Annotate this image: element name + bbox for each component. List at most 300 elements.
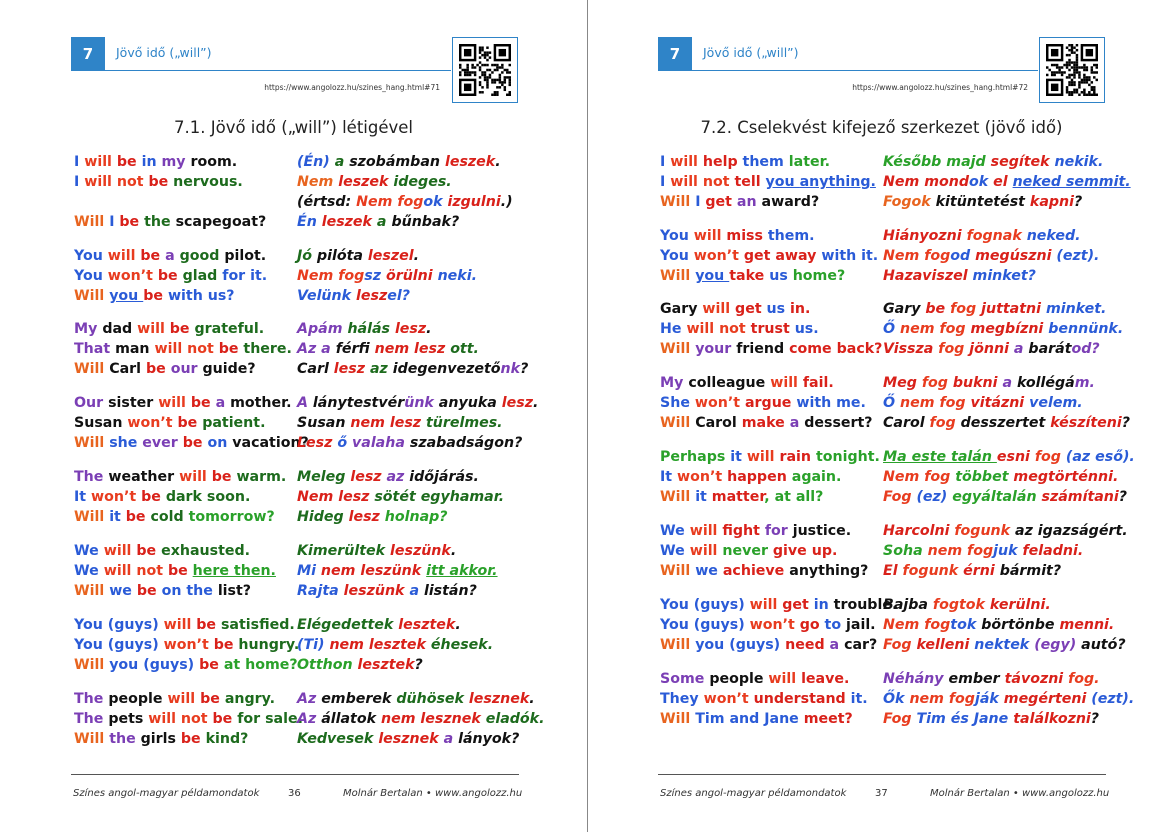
hungarian-word: leszünk [360, 563, 427, 579]
hungarian-word: lesz [348, 509, 385, 525]
english-word: leave. [801, 671, 850, 687]
hungarian-word: mond [924, 174, 970, 190]
english-word: be [143, 288, 168, 304]
hungarian-word: . [529, 691, 535, 707]
english-word: help [702, 154, 743, 170]
sentence-row [74, 339, 554, 359]
hungarian-word: semmit. [1065, 174, 1131, 190]
hungarian-word: Néhány [883, 671, 949, 687]
english-word: you (guys) [109, 657, 200, 673]
hungarian-translation [883, 152, 1103, 172]
page-url[interactable]: https://www.angolozz.hu/szines_hang.html#71 [264, 83, 440, 92]
english-word: be [169, 321, 195, 337]
hungarian-word: kitüntetést [935, 194, 1030, 210]
hungarian-word: leszek [338, 174, 394, 190]
sentence-group [74, 689, 554, 749]
english-word: Will [74, 361, 110, 377]
english-word: on [207, 435, 233, 451]
chapter-number-badge: 7 [658, 37, 692, 70]
english-word: for [764, 523, 793, 539]
sentence-row [660, 299, 1140, 319]
hungarian-word: leszel [367, 248, 414, 264]
hungarian-word: nekik. [1054, 154, 1104, 170]
sentence-row [660, 413, 1140, 433]
hungarian-word: listán? [423, 583, 477, 599]
hungarian-word: nektek [974, 637, 1035, 653]
english-word: make [741, 415, 790, 431]
hungarian-translation [297, 689, 535, 709]
hungarian-word: a [329, 154, 350, 170]
qr-code-icon[interactable] [1039, 37, 1105, 103]
sentence-row [74, 359, 554, 379]
hungarian-word: Fog [883, 489, 917, 505]
english-sentence [74, 709, 303, 729]
english-word: tomorrow? [188, 509, 275, 525]
english-word: Will [660, 563, 696, 579]
english-word: , at all? [764, 489, 824, 505]
english-sentence [660, 669, 849, 689]
english-word: be [119, 214, 145, 230]
hungarian-word: (ez) [916, 489, 953, 505]
hungarian-word: (értsd: [297, 194, 357, 210]
english-word: my [161, 154, 186, 170]
sentence-row [74, 467, 554, 487]
hungarian-translation [883, 467, 1118, 487]
english-word: be [143, 174, 174, 190]
hungarian-translation [297, 152, 501, 172]
hungarian-word: od [950, 248, 976, 264]
english-word: get away [743, 248, 822, 264]
hungarian-translation [883, 635, 1126, 655]
english-word: He [660, 321, 687, 337]
sentence-row [74, 393, 554, 413]
english-word: list? [217, 583, 251, 599]
sentence-group [660, 669, 1140, 729]
english-word: Carol [695, 415, 742, 431]
sentence-row [660, 152, 1140, 172]
hungarian-word: sz [364, 268, 386, 284]
hungarian-word: minket. [1045, 301, 1107, 317]
english-sentence [660, 246, 878, 266]
page-number: 37 [875, 788, 888, 799]
hungarian-word: feladni. [1022, 543, 1084, 559]
hungarian-translation [883, 266, 1036, 286]
sentence-group [74, 393, 554, 453]
hungarian-word: (ezt). [1056, 248, 1100, 264]
english-sentence [74, 359, 256, 379]
english-word: again. [791, 469, 842, 485]
english-word: Gary [660, 301, 703, 317]
hungarian-translation [883, 595, 1051, 615]
hungarian-translation [883, 615, 1114, 635]
english-word: dark [165, 489, 207, 505]
hungarian-word: . [413, 248, 419, 264]
sentence-row [74, 709, 554, 729]
sentence-row [74, 689, 554, 709]
hungarian-word: fognak [966, 228, 1027, 244]
hungarian-word: időjárás. [409, 469, 479, 485]
qr-code-icon[interactable] [452, 37, 518, 103]
english-word: matter [711, 489, 765, 505]
english-word: will [670, 154, 703, 170]
hungarian-word: kelleni [916, 637, 975, 653]
english-word: vacation? [232, 435, 309, 451]
sentence-row [660, 447, 1140, 467]
hungarian-word: lesznek [378, 731, 444, 747]
hungarian-word: Lesz [297, 435, 338, 451]
english-word: Will [74, 657, 110, 673]
english-word: will [179, 469, 212, 485]
english-word: You [660, 248, 694, 264]
sentence-group [660, 595, 1140, 655]
hungarian-word: az [369, 361, 393, 377]
hungarian-word: Apám [297, 321, 348, 337]
sentence-row [660, 226, 1140, 246]
english-word: will [103, 543, 137, 559]
hungarian-word: jönni [969, 341, 1014, 357]
hungarian-word: éhesek. [430, 637, 494, 653]
hungarian-word: leszünk [390, 543, 451, 559]
hungarian-word: többet [955, 469, 1014, 485]
sentence-row [660, 339, 1140, 359]
hungarian-word: neked. [1026, 228, 1081, 244]
english-word: at home? [223, 657, 298, 673]
english-word: miss [726, 228, 768, 244]
english-word: will [770, 375, 803, 391]
hungarian-word: autó? [1081, 637, 1126, 653]
english-word: won’t [107, 268, 158, 284]
hungarian-translation [297, 507, 448, 527]
hungarian-word: fog [921, 375, 953, 391]
english-word: will [167, 691, 201, 707]
english-word: scapegoat? [175, 214, 267, 230]
english-word: be [213, 637, 239, 653]
english-word: My [660, 375, 689, 391]
hungarian-word: Ők [883, 691, 910, 707]
english-word: kind? [205, 731, 249, 747]
hungarian-word: Jó [297, 248, 317, 264]
hungarian-word: fogunk [902, 563, 964, 579]
english-word: You (guys) [74, 617, 164, 633]
hungarian-word: Ő [883, 321, 901, 337]
english-word: won’t [163, 637, 214, 653]
hungarian-word: . [532, 395, 539, 411]
sentence-row [74, 212, 554, 232]
sentence-row [660, 541, 1140, 561]
sentence-group [660, 226, 1140, 286]
hungarian-word: a [1002, 375, 1017, 391]
english-word: be [200, 691, 225, 707]
english-word: Will [660, 341, 696, 357]
hungarian-word: kerülni. [989, 597, 1051, 613]
hungarian-translation [883, 487, 1127, 507]
sentence-group [660, 521, 1140, 581]
hungarian-word: fog [950, 301, 982, 317]
english-word: trouble. [833, 597, 898, 613]
hungarian-word: hálás [347, 321, 395, 337]
hungarian-word: a [376, 214, 392, 230]
hungarian-word: ott. [450, 341, 479, 357]
sentence-row [74, 152, 554, 172]
english-word: You (guys) [660, 617, 750, 633]
english-word: friend [736, 341, 790, 357]
hungarian-word: Mi [297, 563, 321, 579]
hungarian-word: Én [297, 214, 322, 230]
hungarian-word: Fog [883, 711, 917, 727]
hungarian-word: ok [423, 194, 448, 210]
english-word: Will [660, 711, 696, 727]
hungarian-word: . [455, 617, 461, 633]
hungarian-word: neked [1012, 174, 1066, 190]
sentence-row [660, 709, 1140, 729]
english-word: girls [140, 731, 181, 747]
english-sentence [660, 373, 834, 393]
hungarian-word: lánytestvér [312, 395, 405, 411]
english-word: won’t [677, 469, 728, 485]
english-word: colleague [688, 375, 771, 391]
hungarian-word: fog [1034, 449, 1066, 465]
english-word: I [74, 174, 80, 190]
english-word: we [109, 583, 137, 599]
hungarian-word: nk [500, 361, 521, 377]
english-sentence [660, 152, 830, 172]
english-sentence [74, 319, 264, 339]
hungarian-word: ? [514, 435, 523, 451]
hungarian-word: fog [929, 415, 961, 431]
english-sentence [660, 413, 873, 433]
hungarian-translation [883, 192, 1082, 212]
hungarian-word: türelmes. [425, 415, 503, 431]
hungarian-word: találkozni [1013, 711, 1091, 727]
english-word: dessert? [804, 415, 873, 431]
hungarian-word: eladók. [485, 711, 545, 727]
hungarian-word: Kedvesek [297, 731, 379, 747]
english-word: she [109, 435, 143, 451]
english-word: guide? [202, 361, 256, 377]
english-word: Will [74, 288, 110, 304]
sentence-row [74, 487, 554, 507]
english-word: us [769, 268, 793, 284]
hungarian-translation [297, 212, 459, 232]
hungarian-word: . [426, 321, 432, 337]
english-word: She [660, 395, 695, 411]
sentence-group [74, 615, 554, 675]
english-word: achieve [722, 563, 790, 579]
hungarian-word: Soha [883, 543, 928, 559]
sentence-row [74, 192, 554, 212]
hungarian-word: a [443, 731, 459, 747]
hungarian-word: megbízni [970, 321, 1049, 337]
hungarian-word: minket? [972, 268, 1036, 284]
english-word: It [660, 469, 678, 485]
english-word: with me. [796, 395, 866, 411]
english-sentence [74, 266, 267, 286]
english-word: rain [779, 449, 816, 465]
english-word: grateful. [194, 321, 265, 337]
english-word: anything? [789, 563, 869, 579]
english-word: be [218, 341, 244, 357]
english-word: Will [74, 731, 110, 747]
hungarian-word: Nem fog [356, 194, 424, 210]
english-sentence [74, 615, 295, 635]
section-title: 7.1. Jövő idő („will”) létigével [174, 118, 413, 137]
english-sentence [74, 246, 266, 266]
hungarian-translation [297, 413, 503, 433]
hungarian-word: emberek [321, 691, 397, 707]
hungarian-translation [883, 689, 1134, 709]
english-sentence [660, 192, 819, 212]
section-title: 7.2. Cselekvést kifejező szerkezet (jövő idő) [700, 118, 1063, 137]
english-word: you [109, 288, 144, 304]
hungarian-word: megérteni [1003, 691, 1092, 707]
english-word: a [165, 248, 180, 264]
hungarian-word: sötét [374, 489, 421, 505]
hungarian-word: Nem fog [883, 248, 951, 264]
hungarian-word: ő [337, 435, 352, 451]
hungarian-word: készíteni [1050, 415, 1122, 431]
hungarian-word: állatok [321, 711, 381, 727]
english-word: you [695, 268, 730, 284]
hungarian-word: leszek [321, 214, 377, 230]
chapter-title: Jövő idő („will”) [703, 45, 799, 60]
english-word: be [136, 583, 162, 599]
english-word: You (guys) [74, 637, 164, 653]
english-word: later. [788, 154, 830, 170]
hungarian-word: nem fog [927, 543, 994, 559]
english-sentence [74, 581, 251, 601]
english-word: we [695, 563, 723, 579]
english-word: get [735, 301, 767, 317]
english-word: pets [108, 711, 149, 727]
english-word: need [785, 637, 830, 653]
hungarian-word: el [993, 174, 1013, 190]
english-sentence [660, 561, 868, 581]
english-word: in [136, 154, 162, 170]
hungarian-translation [297, 339, 479, 359]
english-word: here then. [192, 563, 276, 579]
sentence-row [74, 246, 554, 266]
sentence-row [660, 319, 1140, 339]
sentence-row [74, 433, 554, 453]
english-word: them. [767, 228, 815, 244]
sentence-row [660, 561, 1140, 581]
hungarian-word: Fog [883, 637, 917, 653]
hungarian-word: Kimerültek [297, 543, 391, 559]
sentence-row [74, 729, 554, 749]
hungarian-word: kollégá [1016, 375, 1075, 391]
hungarian-word: nem fog [900, 321, 971, 337]
page-url[interactable]: https://www.angolozz.hu/szines_hang.html#72 [852, 83, 1028, 92]
sentence-row [660, 266, 1140, 286]
right-page [588, 0, 1175, 832]
english-word: angry. [224, 691, 275, 707]
hungarian-word: valaha [352, 435, 410, 451]
english-word: a [789, 415, 805, 431]
english-word: anything. [799, 174, 876, 190]
hungarian-translation [297, 246, 419, 266]
english-word: with it. [821, 248, 879, 264]
english-sentence [660, 595, 897, 615]
hungarian-word: egyáltalán [952, 489, 1042, 505]
english-sentence [660, 339, 882, 359]
english-word: will not [686, 321, 751, 337]
english-word: man [115, 341, 155, 357]
english-word: will [107, 248, 141, 264]
hungarian-word: . [450, 543, 457, 559]
hungarian-word: ? [1074, 194, 1083, 210]
hungarian-word: . [495, 154, 501, 170]
chapter-title: Jövő idő („will”) [116, 45, 212, 60]
english-word: fight [722, 523, 765, 539]
english-word: be [177, 415, 203, 431]
hungarian-word: távozni [1004, 671, 1069, 687]
hungarian-translation [297, 359, 528, 379]
english-word: room. [185, 154, 238, 170]
sentence-row [74, 413, 554, 433]
hungarian-word: anyuka [438, 395, 502, 411]
hungarian-word: ? [1090, 711, 1100, 727]
sentence-group [74, 541, 554, 601]
hungarian-translation [297, 635, 493, 655]
english-word: soon. [206, 489, 251, 505]
english-word: We [74, 543, 104, 559]
english-sentence [660, 615, 876, 635]
english-word: will [158, 395, 191, 411]
sentence-row [74, 319, 554, 339]
english-sentence [74, 433, 309, 453]
english-sentence [660, 541, 837, 561]
english-word: patient. [202, 415, 266, 431]
hungarian-word: nem lesz [374, 341, 451, 357]
english-word: people [108, 691, 168, 707]
hungarian-word: bennünk. [1048, 321, 1124, 337]
hungarian-word: Hideg [297, 509, 349, 525]
english-word: won’t [749, 617, 800, 633]
english-sentence [74, 635, 299, 655]
hungarian-word: velem. [1029, 395, 1083, 411]
english-sentence [660, 487, 823, 507]
hungarian-translation [297, 615, 461, 635]
hungarian-word: desszertet [960, 415, 1051, 431]
english-word: them [742, 154, 789, 170]
english-word: That [74, 341, 116, 357]
hungarian-translation [297, 266, 477, 286]
english-sentence [74, 541, 250, 561]
hungarian-word: od? [1071, 341, 1100, 357]
english-word: be [141, 489, 166, 505]
english-word: it [730, 449, 747, 465]
hungarian-word: lányok? [458, 731, 520, 747]
sentence-row [74, 635, 554, 655]
hungarian-word: El [883, 563, 903, 579]
english-word: warm. [236, 469, 287, 485]
english-word: your [695, 341, 737, 357]
english-word: won’t [703, 691, 754, 707]
sentence-row [660, 635, 1140, 655]
english-sentence [74, 413, 265, 433]
english-word: you [765, 174, 800, 190]
english-sentence [74, 507, 275, 527]
chapter-number-badge: 7 [71, 37, 105, 70]
hungarian-translation [883, 246, 1099, 266]
hungarian-translation [883, 561, 1061, 581]
sentence-row [660, 615, 1140, 635]
hungarian-word: Később [883, 154, 947, 170]
hungarian-translation [883, 669, 1100, 689]
hungarian-word: juk [993, 543, 1023, 559]
english-word: My [74, 321, 103, 337]
english-word: get [705, 194, 737, 210]
